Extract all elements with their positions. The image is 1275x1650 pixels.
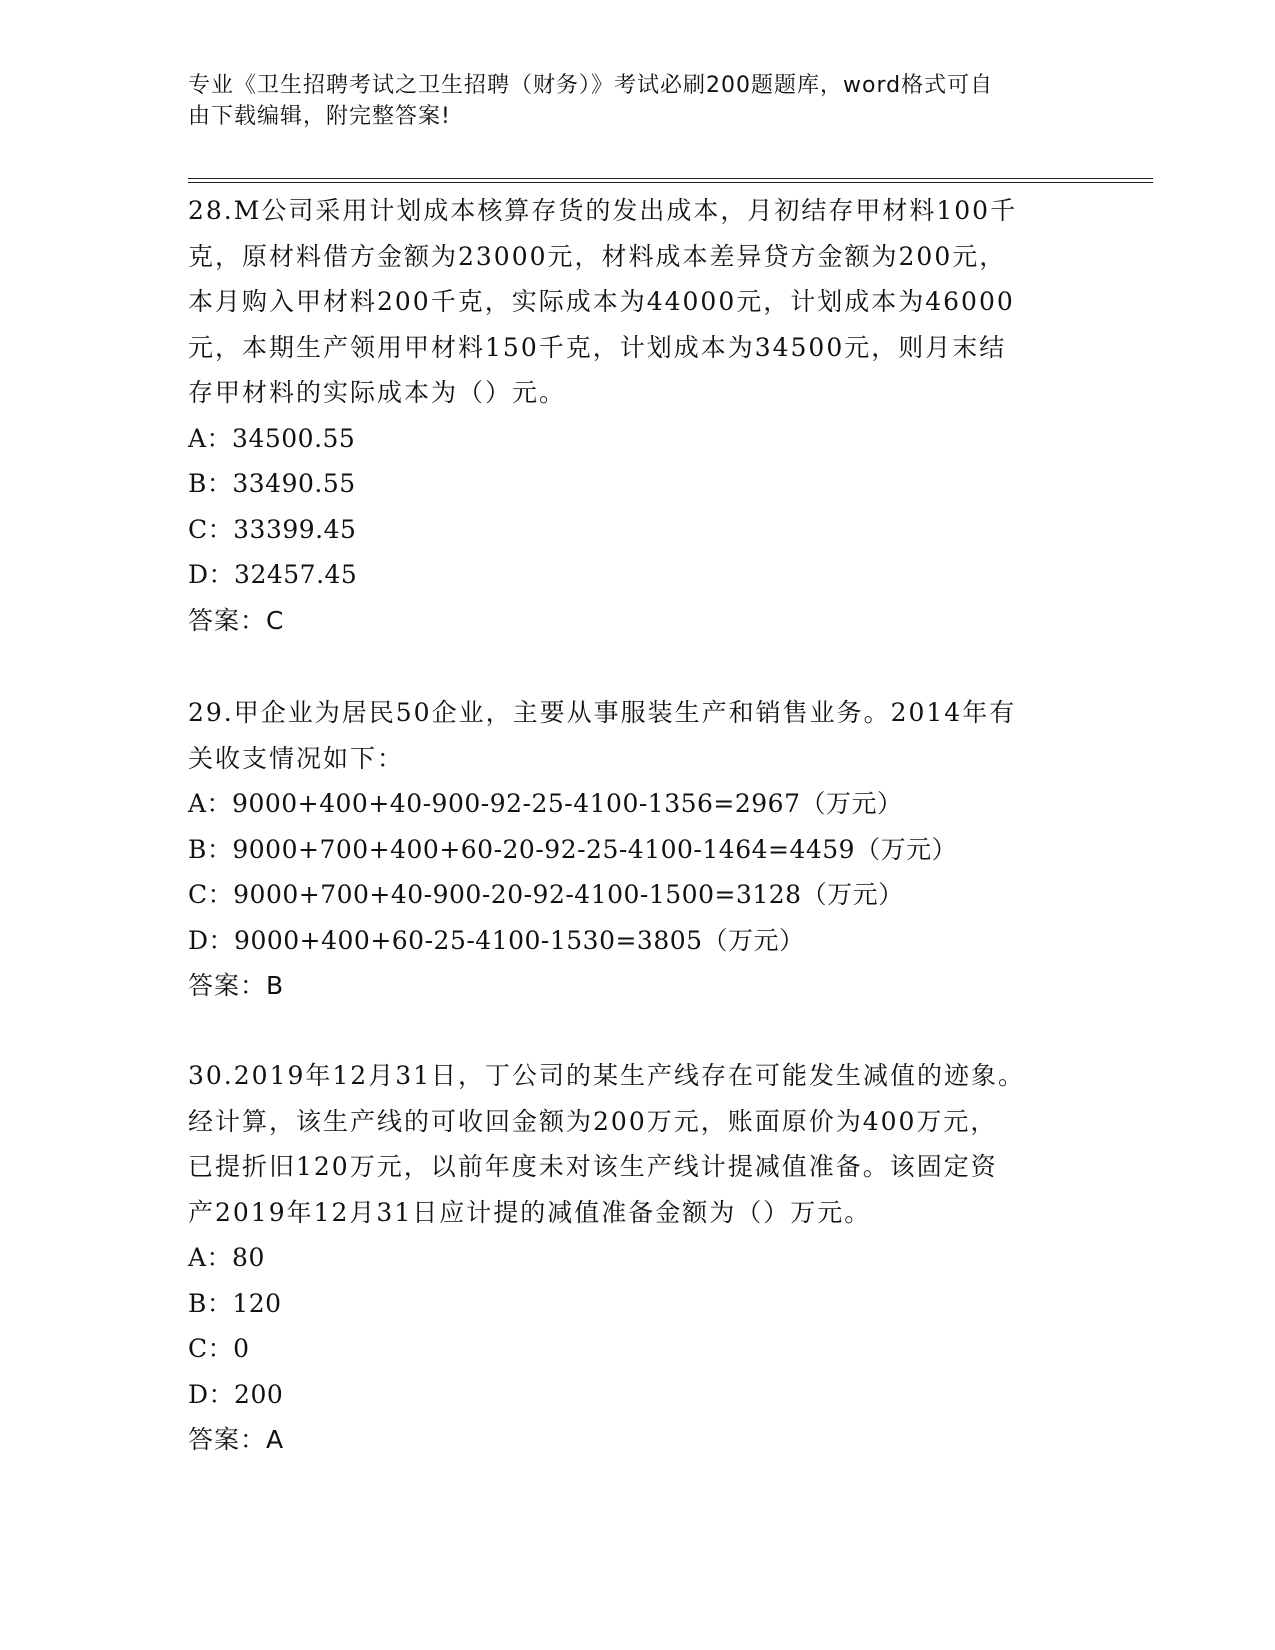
stem-line: 经计算，该生产线的可收回金额为200万元，账面原价为400万元， [188, 1106, 998, 1136]
question-stem [188, 690, 1068, 781]
stem-line: 已提折旧120万元，以前年度未对该生产线计提减值准备。该固定资 [188, 1152, 998, 1181]
stem-line: 本月购入甲材料200千克，实际成本为44000元，计划成本为46000 [188, 287, 1015, 316]
option-a: A：9000+400+40-900-92-25-4100-1356=2967（万元） [188, 789, 903, 818]
stem-line: 克，原材料借方金额为23000元，材料成本差异贷方金额为200元， [188, 241, 1007, 271]
stem-line: 存甲材料的实际成本为（）元。 [188, 378, 567, 407]
stem-line: 28.M公司采用计划成本核算存货的发出成本，月初结存甲材料100千 [188, 196, 1018, 225]
option-d: D：200 [188, 1379, 284, 1409]
answer-line: 答案：C [188, 605, 285, 635]
header-divider-bottom [188, 182, 1153, 183]
option-b: B：120 [188, 1288, 282, 1318]
option-b: B：9000+700+400+60-20-92-25-4100-1464=4459（万元） [188, 834, 958, 864]
question-28 [188, 188, 1068, 643]
option-c: C：33399.45 [188, 514, 357, 544]
stem-line: 关收支情况如下： [188, 743, 405, 773]
answer-line: 答案：A [188, 1425, 285, 1454]
stem-line: 29.甲企业为居民50企业，主要从事服装生产和销售业务。2014年有 [188, 698, 1017, 727]
option-d: D：32457.45 [188, 560, 358, 589]
question-29 [188, 690, 1068, 1009]
document-header [188, 70, 1088, 132]
option-d: D：9000+400+60-25-4100-1530=3805（万元） [188, 925, 805, 955]
answer-line: 答案：B [188, 971, 285, 1000]
stem-line: 30.2019年12月31日，丁公司的某生产线存在可能发生减值的迹象。 [188, 1061, 1026, 1090]
option-c: C：0 [188, 1334, 250, 1363]
question-30 [188, 1053, 1068, 1463]
option-c: C：9000+700+40-900-20-92-4100-1500=3128（万元） [188, 880, 904, 909]
question-stem [188, 1053, 1068, 1235]
stem-line: 产2019年12月31日应计提的减值准备金额为（）万元。 [188, 1197, 872, 1227]
question-stem [188, 188, 1068, 416]
option-b: B：33490.55 [188, 469, 356, 498]
option-a: A：34500.55 [188, 423, 356, 453]
header-line-2: 由下载编辑，附完整答案! [188, 104, 451, 129]
header-line-1: 专业《卫生招聘考试之卫生招聘（财务）》考试必刷200题题库，word格式可自 [188, 73, 994, 98]
header-divider-top [188, 178, 1153, 179]
option-a: A：80 [188, 1243, 265, 1272]
stem-line: 元，本期生产领用甲材料150千克，计划成本为34500元，则月末结 [188, 332, 1007, 362]
